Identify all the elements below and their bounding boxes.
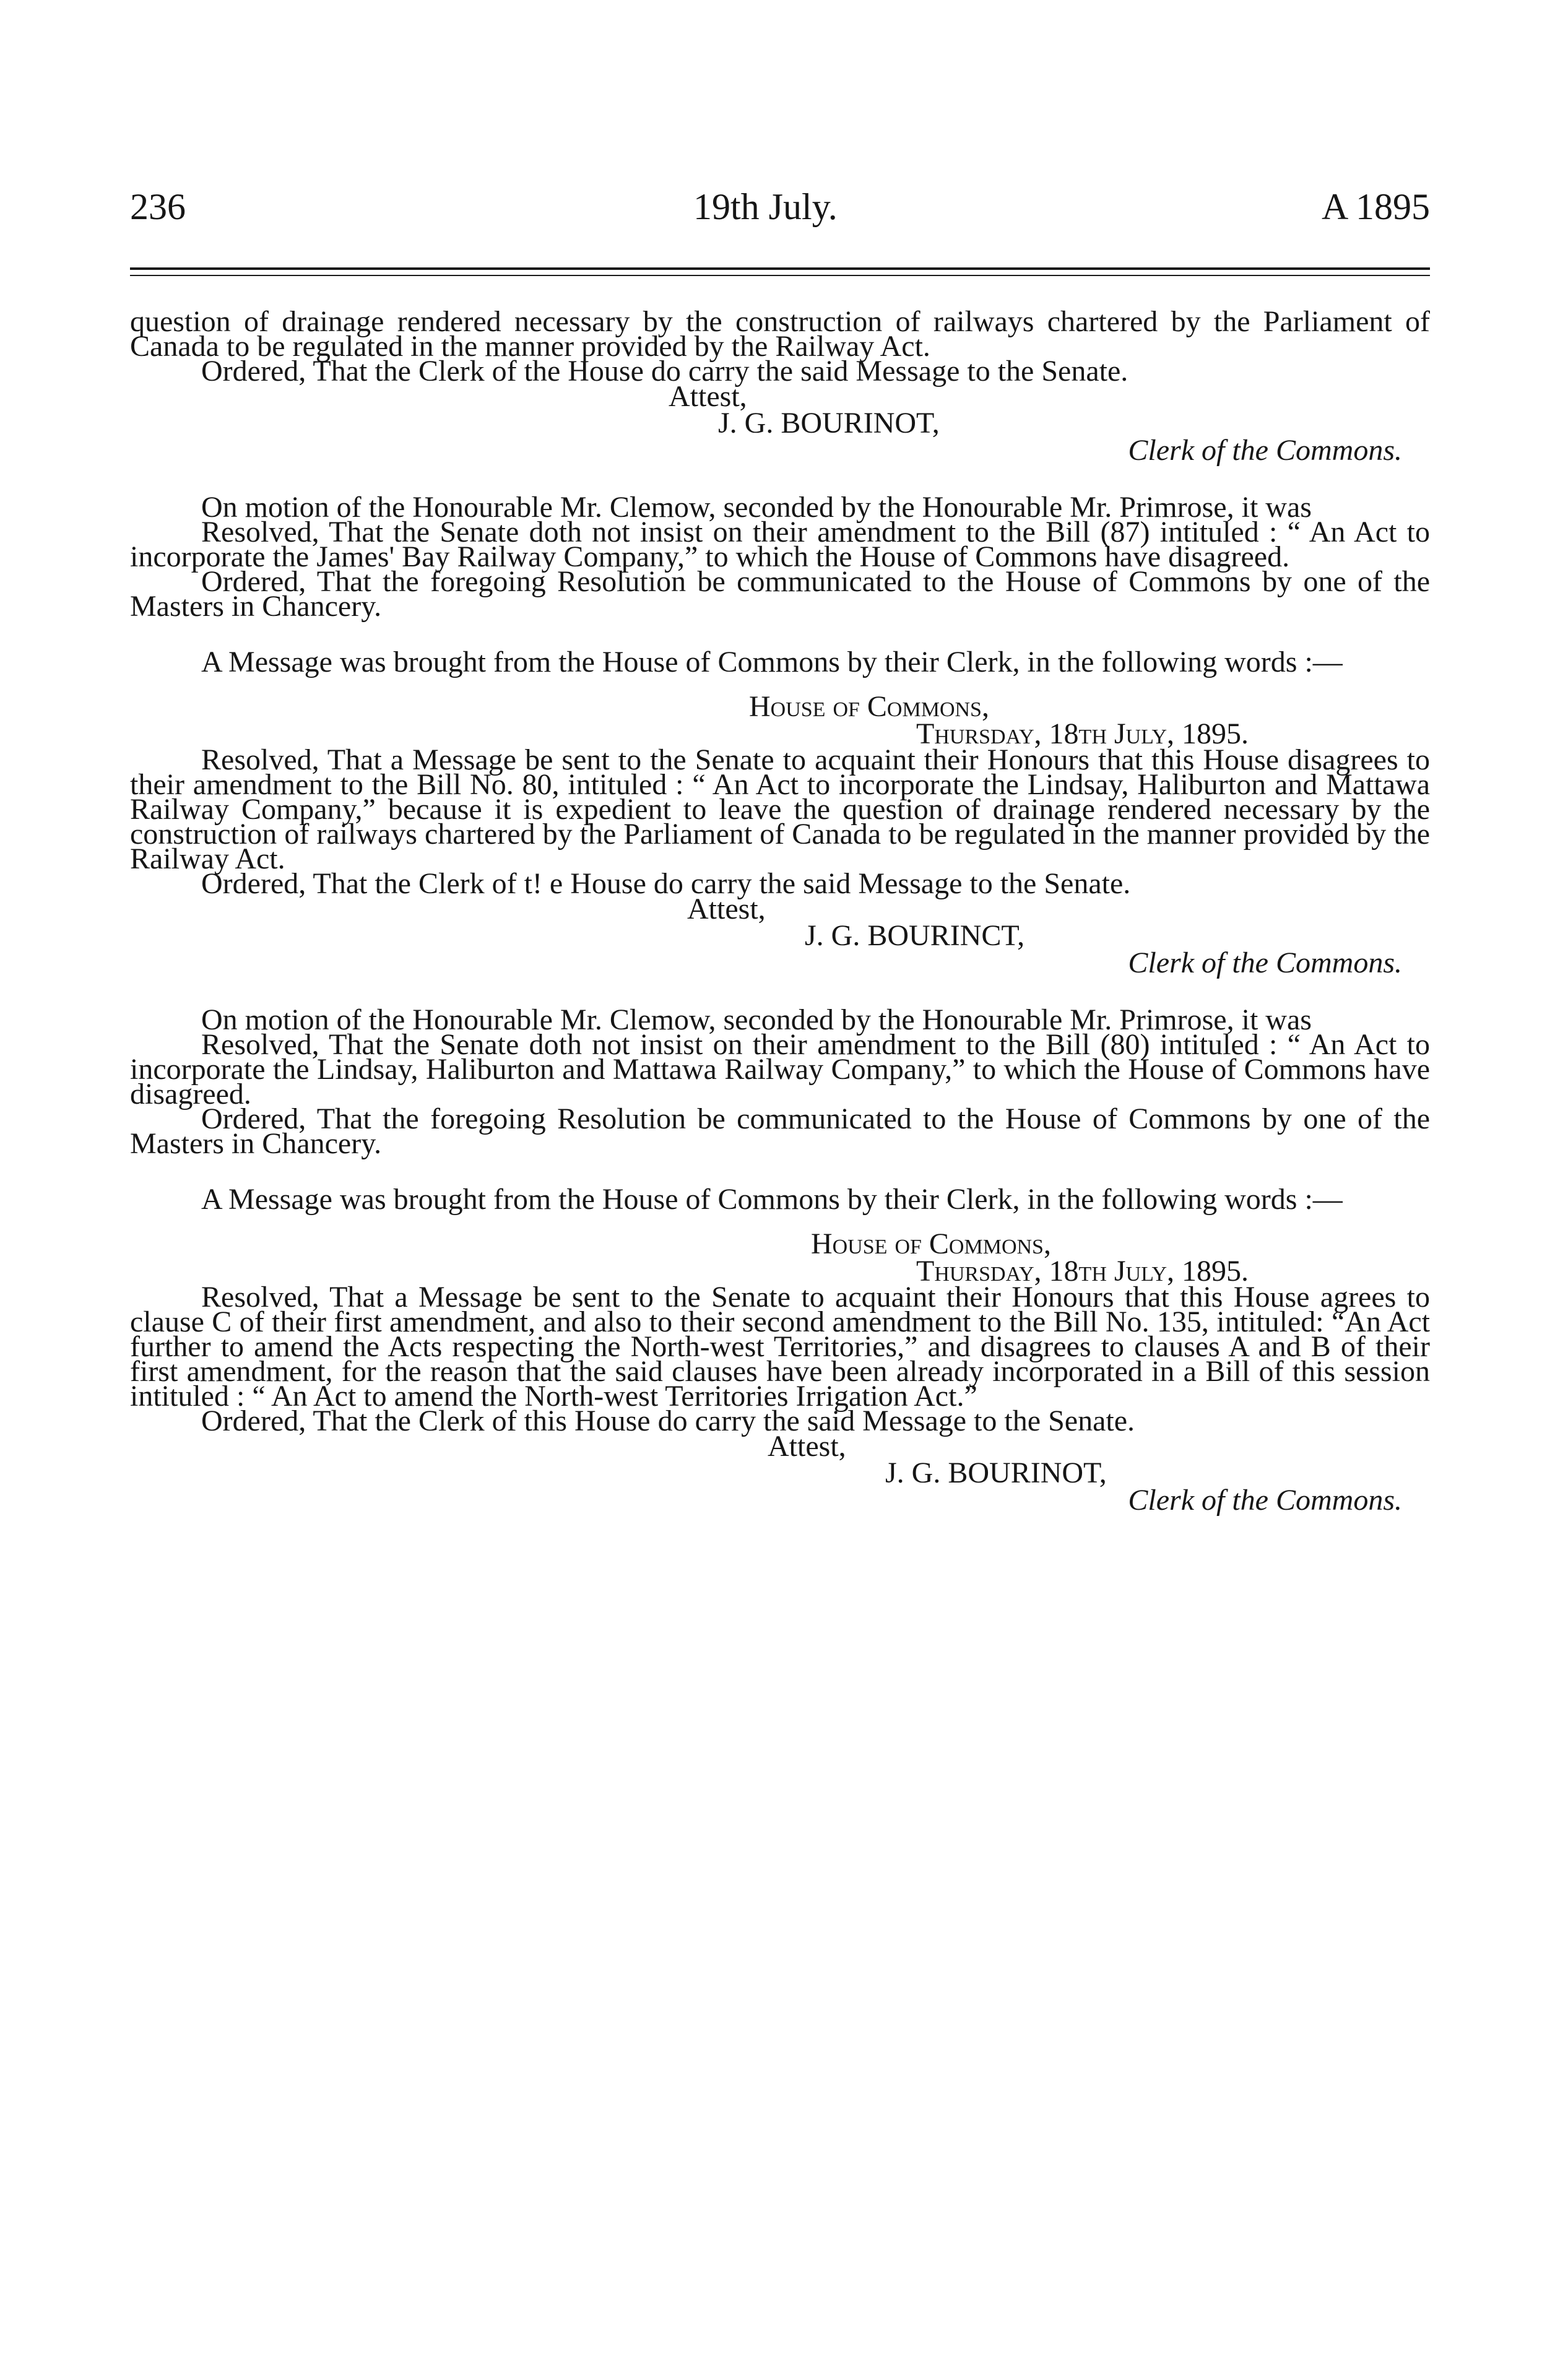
paragraph: On motion of the Honourable Mr. Clemow, seconded by the Honourable Mr. Primrose, it was <box>201 491 1312 524</box>
header-date: 19th July. <box>693 186 838 227</box>
paragraph: A Message was brought from the House of Commons by their Clerk, in the following words :— <box>201 646 1343 678</box>
signer-title: Clerk of the Commons. <box>1128 434 1402 467</box>
signer-name: J. G. BOURINOT, <box>885 1457 1107 1489</box>
page-header <box>130 186 1430 241</box>
section-5 <box>130 1183 1430 1517</box>
attest-line: Attest, <box>687 893 766 925</box>
page-number: 236 <box>130 186 186 227</box>
section-1 <box>130 305 1430 467</box>
section-2 <box>130 491 1430 623</box>
attest-line: Attest, <box>669 380 747 413</box>
attest-line: Attest, <box>768 1430 846 1463</box>
paragraph: Resolved, That the Senate doth not insist on their amendment to the Bill (80) intituled : “ An Act to incorporate the Lindsay, Haliburton and Mattawa Railway Company,” to which the House of Commons have disagreed. <box>130 1028 1430 1111</box>
paragraph: Ordered, That the Clerk of the House do carry the said Message to the Senate. <box>201 355 1128 388</box>
message-date: Thursday, 18th July, 1895. <box>916 1255 1249 1288</box>
signer-title: Clerk of the Commons. <box>1128 946 1402 979</box>
signer-name: J. G. BOURINOT, <box>718 407 940 439</box>
paragraph: Ordered, That the foregoing Resolution be communicated to the House of Commons by one of the Masters in Chancery. <box>130 565 1430 623</box>
paragraph: question of drainage rendered necessary by the construction of railways chartered by the Parliament of Canada to be regulated in the manner provided by the Railway Act. <box>130 305 1430 363</box>
paragraph: Resolved, That a Message be sent to the Senate to acquaint their Honours that this House disagrees to their amendment to the Bill No. 80, intituled : “ An Act to incorporate the Lindsay, Haliburton and Mattawa Railway Company,” because it is expedient to leave the question of drainage rendered necessary by the construction of railways chartered by the Parliament of Canada to be regulated in the manner provided by the Railway Act. <box>130 743 1430 875</box>
signer-name: J. G. BOURINCT, <box>805 919 1025 952</box>
paragraph: Resolved, That a Message be sent to the Senate to acquaint their Honours that this House agrees to clause C of their first amendment, and also to their second amendment to the Bill No. 135, intituled: “An Act further to amend the Acts respecting the North-west Territories,” and disagrees to clauses A and B of their first amendment, for the reason that the said clauses have been already incorporated in a Bill of this session intituled : “ An Act to amend the North-west Territories Irrigation Act.” <box>130 1281 1430 1413</box>
paragraph: On motion of the Honourable Mr. Clemow, seconded by the Honourable Mr. Primrose, it was <box>201 1003 1312 1036</box>
paragraph: A Message was brought from the House of Commons by their Clerk, in the following words :— <box>201 1183 1343 1216</box>
page-body <box>130 305 1430 1517</box>
paragraph: Ordered, That the Clerk of t! e House do carry the said Message to the Senate. <box>201 867 1131 900</box>
paragraph: Resolved, That the Senate doth not insist on their amendment to the Bill (87) intituled : “ An Act to incorporate the James' Bay Railway Company,” to which the House of Commons have disagreed. <box>130 516 1430 573</box>
message-origin: House of Commons, <box>811 1227 1051 1260</box>
message-date: Thursday, 18th July, 1895. <box>916 717 1249 750</box>
section-3 <box>130 646 1430 979</box>
header-rule-bottom <box>130 275 1430 276</box>
header-rule-top <box>130 267 1430 270</box>
paragraph: Ordered, That the foregoing Resolution be communicated to the House of Commons by one of the Masters in Chancery. <box>130 1102 1430 1160</box>
header-year: A 1895 <box>1321 186 1430 227</box>
section-4 <box>130 1003 1430 1160</box>
message-origin: House of Commons, <box>749 690 989 723</box>
paragraph: Ordered, That the Clerk of this House do carry the said Message to the Senate. <box>201 1405 1135 1437</box>
signer-title: Clerk of the Commons. <box>1128 1484 1402 1517</box>
